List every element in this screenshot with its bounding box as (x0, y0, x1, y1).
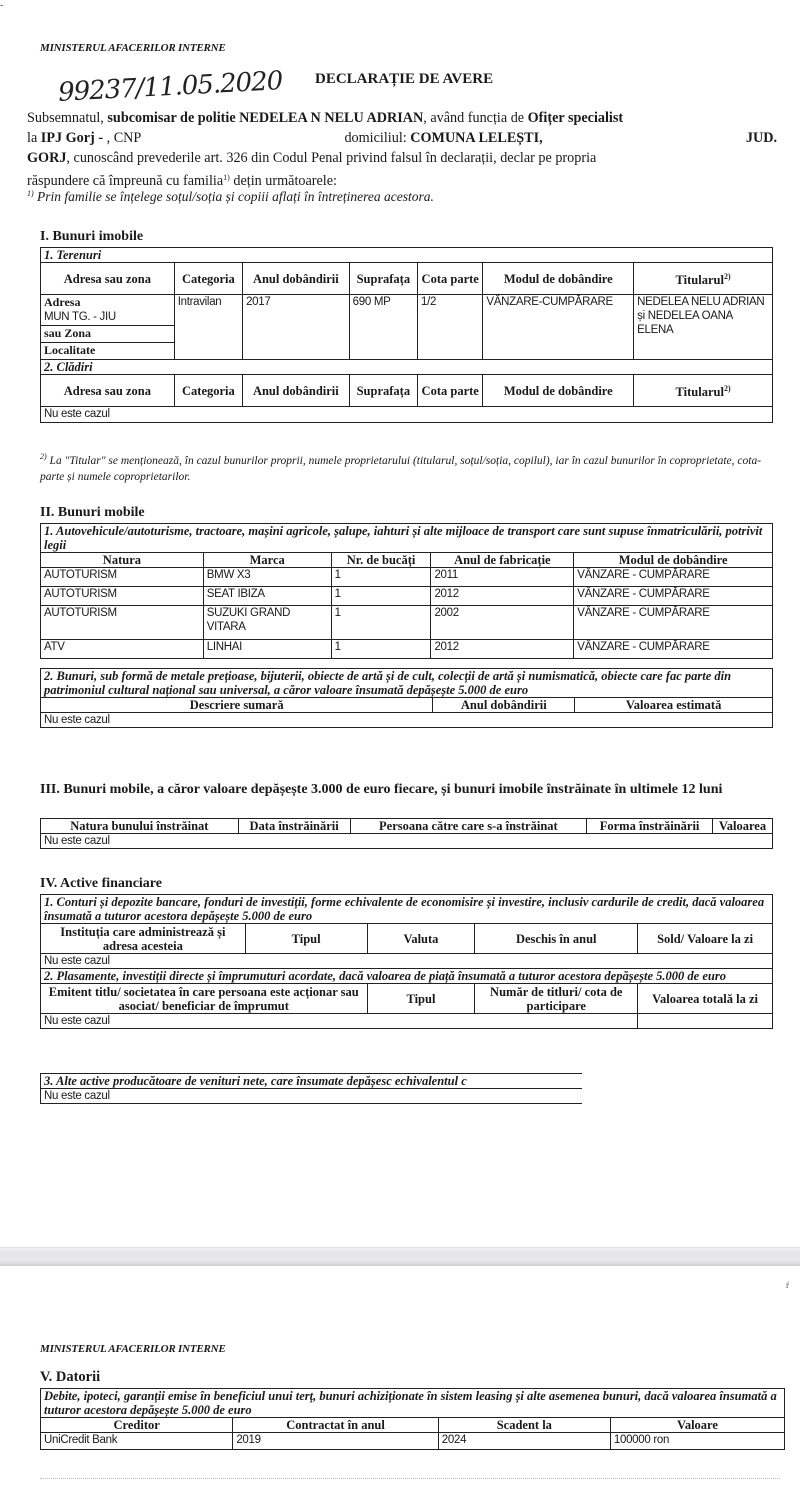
cell-nr: 1 (331, 606, 431, 640)
col-header: Valoare (610, 1418, 784, 1433)
section-title-active-financiare: IV. Active financiare (40, 876, 162, 891)
zone-label: sau Zona (44, 326, 92, 340)
intro-text: răspundere că împreună cu familia (27, 173, 224, 189)
cell-marca: SUZUKI GRAND VITARA (203, 606, 331, 640)
cell-anul: 2017 (243, 295, 350, 360)
cell-marca: SEAT IBIZA (203, 587, 331, 606)
footnote-family (27, 189, 434, 205)
table-bunuri-pretioase (40, 668, 773, 728)
table-row (41, 407, 773, 423)
col-header: Forma înstrăinării (587, 819, 713, 834)
col-header: Anul de fabricație (431, 553, 574, 568)
cell-contractat: 2019 (233, 1433, 438, 1450)
col-header: Scadent la (438, 1418, 610, 1433)
subsection-alte-active: 3. Alte active producătoare de venituri nete, care însumate depășesc echivalentul c (41, 1074, 583, 1089)
cell-an: 2011 (431, 568, 574, 587)
col-header: Adresa sau zona (41, 263, 175, 295)
col-header: Modul de dobândire (574, 553, 773, 568)
table-alte-active (40, 1073, 582, 1104)
subsection-metale-pretioase: 2. Bunuri, sub formă de metale prețioase, bijuterii, obiecte de artă și de cult, colecții de artă și numismatică, obiecte care fac parte din patrimoniul cultural național sau universal, a căror valoare însumată depășește 5.000 de euro (41, 669, 773, 698)
empty-cell: Nu este cazul (41, 834, 773, 849)
col-header: Marca (203, 553, 331, 568)
col-header: Natura (41, 553, 204, 568)
cell-modul: VÂNZARE - CUMPĂRARE (574, 568, 773, 587)
cell-nr: 1 (331, 568, 431, 587)
declarant-function: Ofițer specialist (527, 110, 624, 126)
table-row (41, 1089, 583, 1104)
cell-marca: LINHAI (203, 640, 331, 659)
subsection-conturi: 1. Conturi și depozite bancare, fonduri de investiții, forme echivalente de economisire și investire, inclusiv cardurile de credit, dacă valoarea însumată a tuturor acestora depășește 5.000 de euro (41, 895, 773, 924)
cell-modul: VÂNZARE - CUMPĂRARE (574, 606, 773, 640)
subsection-datorii: Debite, ipoteci, garanții emise în beneficiul unui terț, bunuri achiziționate în sistem leasing și alte asemenea bunuri, dacă valoarea însumată a tuturor acestora depășește 5.000 de euro (41, 1389, 785, 1418)
footnote-number: 1) (27, 189, 34, 198)
col-header: Contractat în anul (233, 1418, 438, 1433)
table-row (41, 1433, 785, 1450)
declaration-intro (27, 108, 777, 191)
empty-cell: Nu este cazul (41, 1014, 638, 1029)
col-header: Valuta (367, 924, 475, 954)
table-header-row (41, 553, 773, 568)
empty-cell: Nu este cazul (41, 713, 773, 728)
table-row (41, 713, 773, 728)
cell-natura: AUTOTURISM (41, 587, 204, 606)
domicile-value: COMUNA LELEȘTI, (410, 130, 543, 146)
cell-an: 2012 (431, 587, 574, 606)
col-header: Emitent titlu/ societatea în care persoana este acționar sau asociat/ beneficiar de împrumut (41, 984, 368, 1014)
intro-line-3 (27, 148, 777, 168)
intro-line-1 (27, 108, 777, 128)
col-header: Suprafața (349, 263, 417, 295)
cell-categoria: Intravilan (174, 295, 242, 360)
page-separator (0, 1247, 800, 1266)
cell-natura: AUTOTURISM (41, 606, 204, 640)
table-row (41, 295, 773, 326)
col-header-text: Titularul (675, 273, 724, 287)
col-header: Modul de dobândire (483, 375, 634, 407)
scan-artifact: ‑ (0, 0, 4, 11)
intro-text: Subsemnatul, (27, 110, 108, 126)
table-bunuri-mobile (40, 523, 773, 659)
empty-cell: Nu este cazul (41, 1089, 583, 1104)
table-bunuri-imobile (40, 247, 773, 423)
footnote-text: La "Titular" se menționează, în cazul bunurilor proprii, numele proprietarului (titularul, soțul/soția, copilul), iar în cazul bunurilor în coproprietate, cota-parte și numele coproprietarilor. (40, 455, 762, 483)
table-header-row (41, 924, 773, 954)
col-header: Adresa sau zona (41, 375, 175, 407)
declarant-unit: IPJ Gorj - (40, 130, 107, 146)
table-header-row (41, 375, 773, 407)
table-row (41, 587, 773, 606)
subsection-plasamente: 2. Plasamente, investiții directe și împrumuturi acordate, dacă valoarea de piață însumată a tuturor acestora depășește 5.000 de euro (41, 969, 773, 984)
cnp-label: , CNP (106, 130, 142, 146)
col-header: Valoarea totală la zi (638, 984, 773, 1014)
cell-scadent: 2024 (438, 1433, 610, 1450)
document-title: DECLARAȚIE DE AVERE (315, 71, 494, 87)
address-label: Adresa (44, 295, 81, 309)
cell-an: 2002 (431, 606, 574, 640)
table-row (41, 568, 773, 587)
subsection-autovehicule: 1. Autovehicule/autoturisme, tractoare, mașini agricole, șalupe, iahturi și alte mijloace de transport care sunt supuse înmatriculării, potrivit legii (41, 524, 773, 553)
empty-cell: Nu este cazul (41, 954, 773, 969)
col-header: Persoana către care s-a înstrăinat (350, 819, 587, 834)
intro-text: , având funcția de (423, 110, 528, 126)
col-header: Nr. de bucăți (331, 553, 431, 568)
handwritten-registration-number: 99237/11.05.2020 (57, 66, 283, 108)
footnote-ref: 2) (723, 272, 731, 281)
section-title-datorii: V. Datorii (40, 1369, 101, 1385)
cell-titular: NEDELEA NELU ADRIAN și NEDELEA OANA ELENA (634, 295, 773, 360)
footnote-number: 2) (40, 452, 47, 461)
county-label: JUD. (745, 130, 777, 146)
table-header-row (41, 698, 773, 713)
domicile-label: domiciliul: (344, 130, 411, 146)
col-header: Natura bunului înstrăinat (41, 819, 239, 834)
cell-modul: VÂNZARE - CUMPĂRARE (574, 587, 773, 606)
footnote-titular (40, 449, 780, 485)
footnote-text: Prin familie se înțelege soțul/soția și copiii aflați în întreținerea acestora. (33, 189, 434, 204)
intro-text: , cunoscând prevederile art. 326 din Codul Penal privind falsul în declarații, declar pe propria (66, 150, 597, 166)
empty-cell: Nu este cazul (41, 407, 773, 423)
ministry-header-page2: MINISTERUL AFACERILOR INTERNE (40, 1343, 226, 1355)
col-header: Modul de dobândire (483, 263, 634, 295)
col-header: Anul dobândirii (243, 263, 350, 295)
col-header-text: Titularul (675, 385, 724, 399)
table-row (41, 954, 773, 969)
ministry-header: MINISTERUL AFACERILOR INTERNE (40, 42, 226, 54)
table-bunuri-instrainate (40, 818, 773, 849)
cut-off-text-line (40, 1478, 780, 1483)
col-header: Tipul (245, 924, 367, 954)
scan-artifact: ŕ (786, 1280, 789, 1290)
table-row (41, 1014, 773, 1029)
subsection-cladiri: 2. Clădiri (41, 360, 773, 375)
intro-text: la (27, 130, 41, 146)
col-header: Suprafața (349, 375, 417, 407)
col-header (634, 375, 773, 407)
col-header: Categoria (174, 263, 242, 295)
cell-an: 2012 (431, 640, 574, 659)
cell-suprafata: 690 MP (349, 295, 417, 360)
col-header: Tipul (367, 984, 475, 1014)
col-header: Valoarea (713, 819, 773, 834)
cell-natura: ATV (41, 640, 204, 659)
table-header-row (41, 819, 773, 834)
col-header: Anul dobândirii (433, 698, 575, 713)
address-value: MUN TG. - JIU (44, 311, 116, 323)
col-header: Valoarea estimată (575, 698, 773, 713)
cell-nr: 1 (331, 587, 431, 606)
cell-cota: 1/2 (418, 295, 483, 360)
col-header (634, 263, 773, 295)
col-header: Cota parte (418, 263, 483, 295)
col-header: Categoria (174, 375, 242, 407)
footnote-ref: 2) (723, 384, 731, 393)
county-value: GORJ (27, 150, 67, 166)
col-header: Sold/ Valoare la zi (638, 924, 773, 954)
col-header: Creditor (41, 1418, 233, 1433)
declarant-name: subcomisar de politie NEDELEA N NELU ADRIAN (107, 110, 424, 126)
col-header: Data înstrăinării (238, 819, 350, 834)
table-row (41, 606, 773, 640)
intro-line-4 (27, 168, 777, 191)
locality-label: Localitate (44, 343, 96, 357)
table-datorii (40, 1388, 785, 1450)
col-header: Descriere sumară (41, 698, 433, 713)
table-active-financiare (40, 894, 773, 1029)
table-row (41, 834, 773, 849)
table-header-row (41, 1418, 785, 1433)
col-header: Instituția care administrează și adresa acesteia (41, 924, 246, 954)
intro-text: dețin următoarele: (229, 173, 337, 189)
table-header-row (41, 984, 773, 1014)
intro-line-2 (27, 128, 777, 148)
cell-marca: BMW X3 (203, 568, 331, 587)
col-header: Anul dobândirii (243, 375, 350, 407)
section-title-bunuri-instrainate: III. Bunuri mobile, a căror valoare depășește 3.000 de euro fiecare, și bunuri imobile înstrăinate în ultimele 12 luni (40, 782, 723, 797)
cell-modul: VÂNZARE - CUMPĂRARE (574, 640, 773, 659)
cell-natura: AUTOTURISM (41, 568, 204, 587)
col-header: Număr de titluri/ cota de participare (475, 984, 638, 1014)
cell-valoare: 100000 ron (610, 1433, 784, 1450)
section-title-bunuri-imobile: I. Bunuri imobile (40, 229, 144, 244)
footnote-ref: 1) (223, 173, 230, 182)
cell-modul: VÂNZARE-CUMPĂRARE (483, 295, 634, 360)
col-header: Deschis în anul (475, 924, 638, 954)
cell-creditor: UniCredit Bank (41, 1433, 233, 1450)
table-row (41, 640, 773, 659)
col-header: Cota parte (418, 375, 483, 407)
cell-nr: 1 (331, 640, 431, 659)
subsection-terenuri: 1. Terenuri (41, 248, 773, 263)
table-header-row (41, 263, 773, 295)
section-title-bunuri-mobile: II. Bunuri mobile (40, 505, 145, 520)
